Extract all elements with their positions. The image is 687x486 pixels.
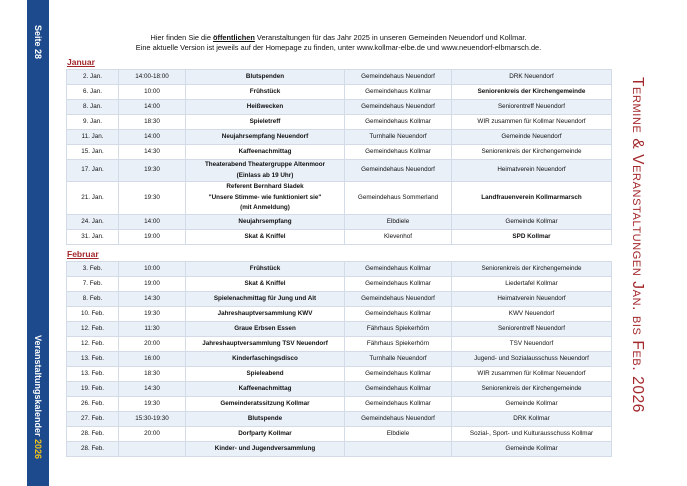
event-location: Gemeindehaus Neuendorf	[345, 100, 452, 115]
event-time: 19:00	[119, 230, 186, 245]
event-title	[186, 182, 345, 215]
intro-text	[66, 33, 611, 53]
event-date: 17. Jan.	[67, 160, 119, 182]
event-time: 14:30	[119, 292, 186, 307]
event-title-line: "Unsere Stimme- wie funktioniert sie"	[208, 193, 322, 201]
event-location: Turnhalle Neuendorf	[345, 130, 452, 145]
event-time: 20:00	[119, 337, 186, 352]
event-title-line: Kinderfaschingsdisco	[232, 354, 298, 362]
event-title-line: Frühstück	[249, 87, 281, 95]
event-date: 28. Feb.	[67, 427, 119, 442]
event-time: 18:30	[119, 115, 186, 130]
table-row	[67, 397, 612, 412]
table-row	[67, 277, 612, 292]
event-time: 19:30	[119, 397, 186, 412]
event-title	[186, 367, 345, 382]
event-title-line: Jahreshauptversammlung TSV Neuendorf	[202, 339, 328, 347]
event-date: 13. Feb.	[67, 367, 119, 382]
event-date: 6. Jan.	[67, 85, 119, 100]
event-date: 12. Feb.	[67, 322, 119, 337]
event-location: Fährhaus Spiekerhörn	[345, 322, 452, 337]
event-time: 10:00	[119, 262, 186, 277]
event-title	[186, 130, 345, 145]
event-organizer: Sozial-, Sport- und Kulturausschuss Kollmar	[452, 427, 612, 442]
table-row	[67, 367, 612, 382]
event-time: 19:30	[119, 160, 186, 182]
event-date: 31. Jan.	[67, 230, 119, 245]
event-time: 20:00	[119, 427, 186, 442]
event-date: 15. Jan.	[67, 145, 119, 160]
table-row	[67, 145, 612, 160]
event-location: Gemeindehaus Kollmar	[345, 277, 452, 292]
event-location: Gemeindehaus Kollmar	[345, 85, 452, 100]
event-organizer: Landfrauenverein Kollmarmarsch	[452, 182, 612, 215]
event-title	[186, 412, 345, 427]
event-time: 15:30-19:30	[119, 412, 186, 427]
event-title	[186, 322, 345, 337]
table-row	[67, 215, 612, 230]
event-date: 10. Feb.	[67, 307, 119, 322]
event-date: 24. Jan.	[67, 215, 119, 230]
page-number-label: Seite 28	[33, 24, 43, 60]
event-title-line: Dorfparty Kollmar	[238, 429, 292, 437]
event-time: 10:00	[119, 85, 186, 100]
event-date: 28. Feb.	[67, 442, 119, 457]
event-organizer: Liedertafel Kollmar	[452, 277, 612, 292]
event-title-line: Theaterabend Theatergruppe Altenmoor	[204, 161, 326, 168]
table-row	[67, 160, 612, 182]
event-title-line: Skat & Kniffel	[244, 279, 286, 287]
event-organizer: Seniorenkreis der Kirchengemeinde	[452, 85, 612, 100]
event-organizer: Gemeinde Neuendorf	[452, 130, 612, 145]
event-title-line: Spieleabend	[246, 369, 284, 377]
event-title	[186, 352, 345, 367]
event-title	[186, 100, 345, 115]
event-time: 14:00	[119, 130, 186, 145]
event-location: Gemeindehaus Neuendorf	[345, 292, 452, 307]
table-row	[67, 85, 612, 100]
table-row	[67, 352, 612, 367]
event-location	[345, 442, 452, 457]
event-title-line: Neujahrsempfang Neuendorf	[221, 132, 309, 140]
event-organizer: Heimatverein Neuendorf	[452, 160, 612, 182]
table-row	[67, 262, 612, 277]
event-location: Fährhaus Spiekerhörn	[345, 337, 452, 352]
event-date: 26. Feb.	[67, 397, 119, 412]
event-time: 14:00	[119, 100, 186, 115]
sidebar	[27, 0, 49, 486]
event-organizer: WIR zusammen für Kollmar Neuendorf	[452, 367, 612, 382]
event-title	[186, 427, 345, 442]
event-title	[186, 292, 345, 307]
intro-line-2: Eine aktuelle Version ist jeweils auf der Homepage zu finden, unter www.kollmar-elbe.de und www.neuendorf-elbmarsch.de.	[135, 43, 542, 52]
event-location: Gemeindehaus Neuendorf	[345, 160, 452, 182]
event-title-line: Kaffeenachmittag	[238, 147, 292, 155]
table-row	[67, 100, 612, 115]
calendar-label-text: Veranstaltungskalender	[33, 334, 43, 437]
event-time: 19:30	[119, 307, 186, 322]
event-organizer: Gemeinde Kollmar	[452, 442, 612, 457]
event-title	[186, 70, 345, 85]
event-title-line: Heißwecken	[246, 102, 284, 110]
event-title-line: Frühstück	[249, 264, 281, 272]
event-organizer: Jugend- und Sozialausschuss Neuendorf	[452, 352, 612, 367]
calendar-label	[27, 322, 49, 472]
event-location: Gemeindehaus Kollmar	[345, 262, 452, 277]
event-organizer: Seniorenkreis der Kirchengemeinde	[452, 262, 612, 277]
event-time: 14:00	[119, 215, 186, 230]
event-time: 14:30	[119, 145, 186, 160]
event-title	[186, 145, 345, 160]
month-heading-january: Januar	[67, 57, 95, 67]
event-location: Gemeindehaus Neuendorf	[345, 412, 452, 427]
event-organizer: Seniorenkreis der Kirchengemeinde	[452, 145, 612, 160]
event-time	[119, 442, 186, 457]
event-title-line: Kaffeenachmittag	[238, 384, 292, 392]
intro-line-1: Hier finden Sie die öffentlichen Veranstaltungen für das Jahr 2025 in unseren Gemeinden Neuendorf und Kollmar.	[150, 33, 527, 42]
event-date: 8. Jan.	[67, 100, 119, 115]
table-row	[67, 307, 612, 322]
event-date: 13. Feb.	[67, 352, 119, 367]
table-row	[67, 427, 612, 442]
event-location: Gemeindehaus Kollmar	[345, 367, 452, 382]
event-location: Gemeindehaus Kollmar	[345, 145, 452, 160]
event-organizer: TSV Neuendorf	[452, 337, 612, 352]
event-date: 21. Jan.	[67, 182, 119, 215]
event-time: 14:30	[119, 382, 186, 397]
table-row	[67, 130, 612, 145]
event-title-line: Skat & Kniffel	[244, 232, 286, 240]
event-organizer: DRK Kollmar	[452, 412, 612, 427]
event-organizer: DRK Neuendorf	[452, 70, 612, 85]
event-organizer: WIR zusammen für Kollmar Neuendorf	[452, 115, 612, 130]
event-date: 12. Feb.	[67, 337, 119, 352]
event-title	[186, 382, 345, 397]
event-location: Gemeindehaus Neuendorf	[345, 70, 452, 85]
page-title: Termine & Veranstaltungen Jan. bis Feb. 2026	[629, 76, 646, 414]
event-location: Klevenhof	[345, 230, 452, 245]
event-location: Gemeindehaus Sommerland	[345, 182, 452, 215]
table-row	[67, 182, 612, 215]
event-organizer: Gemeinde Kollmar	[452, 397, 612, 412]
table-row	[67, 382, 612, 397]
event-time: 19:00	[119, 277, 186, 292]
events-table-february	[66, 261, 612, 457]
calendar-year: 2026	[33, 439, 43, 460]
table-row	[67, 442, 612, 457]
event-title-line: Jahreshauptversammlung KWV	[217, 309, 313, 317]
event-title-line: Blutspenden	[245, 72, 285, 80]
event-location: Elbdiele	[345, 215, 452, 230]
events-table-january	[66, 69, 612, 245]
event-title	[186, 442, 345, 457]
event-time: 19:30	[119, 182, 186, 215]
event-title-line: Kinder- und Jugendversammlung	[214, 444, 316, 452]
event-organizer: Gemeinde Kollmar	[452, 215, 612, 230]
event-organizer: Heimatverein Neuendorf	[452, 292, 612, 307]
event-title	[186, 85, 345, 100]
event-time: 14:00-18:00	[119, 70, 186, 85]
event-title-line: Spieletreff	[249, 117, 281, 125]
event-title	[186, 277, 345, 292]
event-title-line: Neujahrsempfang	[238, 217, 292, 225]
event-date: 2. Jan.	[67, 70, 119, 85]
event-time: 11:30	[119, 322, 186, 337]
event-date: 11. Jan.	[67, 130, 119, 145]
event-title	[186, 215, 345, 230]
table-row	[67, 292, 612, 307]
event-location: Gemeindehaus Kollmar	[345, 382, 452, 397]
table-row	[67, 322, 612, 337]
event-organizer: Seniorenkreis der Kirchengemeinde	[452, 382, 612, 397]
event-date: 7. Feb.	[67, 277, 119, 292]
event-title-line: (Einlass ab 19 Uhr)	[236, 171, 294, 179]
event-date: 8. Feb.	[67, 292, 119, 307]
event-organizer: SPD Kollmar	[452, 230, 612, 245]
event-title	[186, 397, 345, 412]
event-title	[186, 337, 345, 352]
event-title	[186, 115, 345, 130]
event-title-line: Gemeinderatssitzung Kollmar	[220, 399, 310, 407]
event-organizer: Seniorentreff Neuendorf	[452, 100, 612, 115]
event-location: Gemeindehaus Kollmar	[345, 397, 452, 412]
event-time: 16:00	[119, 352, 186, 367]
event-title-line: Spielenachmittag für Jung und Alt	[213, 294, 317, 302]
table-row	[67, 115, 612, 130]
month-heading-february: Februar	[67, 249, 99, 259]
event-title	[186, 160, 345, 182]
event-location: Elbdiele	[345, 427, 452, 442]
event-date: 19. Feb.	[67, 382, 119, 397]
event-title-line: Blutspende	[247, 414, 283, 422]
event-date: 27. Feb.	[67, 412, 119, 427]
event-title	[186, 230, 345, 245]
event-date: 3. Feb.	[67, 262, 119, 277]
event-title-line: Referent Bernhard Sladek	[226, 183, 304, 191]
event-title-line: (mit Anmeldung)	[240, 204, 290, 212]
event-organizer: KWV Neuendorf	[452, 307, 612, 322]
table-row	[67, 337, 612, 352]
event-title	[186, 307, 345, 322]
event-title	[186, 262, 345, 277]
table-row	[67, 230, 612, 245]
event-date: 9. Jan.	[67, 115, 119, 130]
table-row	[67, 412, 612, 427]
event-time: 18:30	[119, 367, 186, 382]
event-title-line: Graue Erbsen Essen	[234, 324, 296, 332]
event-organizer: Seniorentreff Neuendorf	[452, 322, 612, 337]
event-location: Gemeindehaus Kollmar	[345, 115, 452, 130]
event-location: Turnhalle Neuendorf	[345, 352, 452, 367]
event-location: Gemeindehaus Kollmar	[345, 307, 452, 322]
table-row	[67, 70, 612, 85]
